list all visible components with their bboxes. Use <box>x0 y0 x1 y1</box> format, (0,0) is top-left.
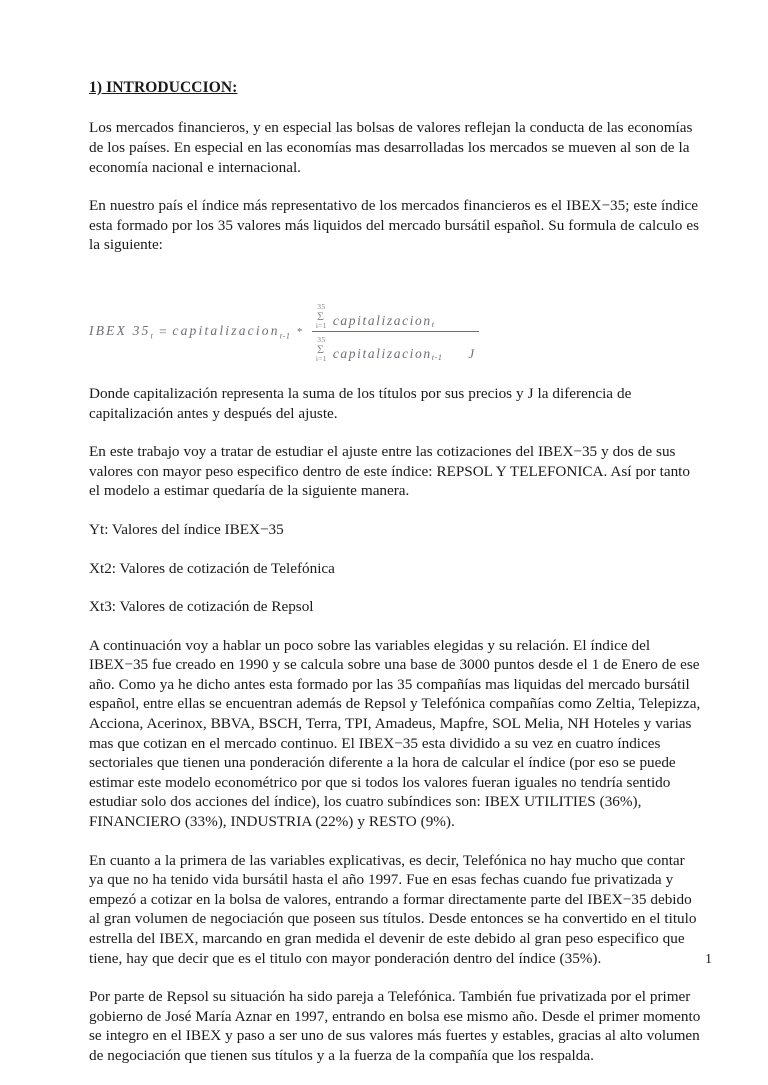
paragraph-intro-markets: Los mercados financieros, y en especial las bolsas de valores reflejan la conducta de las economías de los países. En especial en las economías mas desarrolladas los mercados se mueven al son de la economía nacional e internacional. <box>89 119 693 176</box>
formula-numerator <box>312 302 479 331</box>
variable-definition-xt2: Xt2: Valores de cotización de Telefónica <box>89 559 335 577</box>
page-number: 1 <box>705 952 712 967</box>
formula-denominator-name: capitalizacion <box>332 345 432 361</box>
formula-denominator-sum-lower: i=1 <box>315 354 327 364</box>
sigma-icon: Σ <box>317 342 326 357</box>
ibex-formula-image <box>89 274 702 364</box>
formula-lhs-subscript: t <box>150 330 154 341</box>
formula-fraction <box>312 302 479 362</box>
formula-numerator-name: capitalizacion <box>332 312 432 328</box>
paragraph-variables-description: A continuación voy a hablar un poco sobre las variables elegidas y su relación. El índice del IBEX−35 fue creado en 1990 y se calcula sobre una base de 3000 puntos desde el 1 de Enero de ese año. Como ya he dicho antes esta formado por las 35 compañías mas liquidas del mercado bursátil español, entre ellas se encuentran además de Repsol y Telefónica compañías como Zeltia, Telepizza, Acciona, Acerinox, BBVA, BSCH, Terra, TPI, Amadeus, Mapfre, SOL Melia, NH Hoteles y varias mas que cotizan en el mercado continuo. El IBEX−35 esta dividido a su vez en cuatro índices sectoriales que tienen una ponderación diferente a la hora de calcular el índice (por eso se puede estimar este modelo econométrico por que si todos los valores fueran iguales no tendría sentido estudiar solo dos acciones del índice), los cuatro subíndices son: IBEX UTILITIES (36%), FINANCIERO (33%), INDUSTRIA (22%) y RESTO (9%). <box>89 636 701 831</box>
formula-numerator-summation <box>316 303 327 330</box>
formula-denominator-sum-upper: 35 <box>317 334 326 344</box>
paragraph-repsol: Por parte de Repsol su situación ha sido pareja a Telefónica. También fue privatizada por el primer gobierno de José María Aznar en 1997, entrando en bolsa ese mismo año. Desde el primer momento se integro en el IBEX y paso a ser uno de sus valores más fuertes y estables, gracias al alto volumen de negociación que tienen sus títulos y a la fuerza de la compañía que los respalda. <box>89 988 701 1064</box>
formula-expression <box>89 302 479 362</box>
formula-numerator-subscript: t <box>431 318 435 329</box>
page-title: 1) INTRODUCCION: <box>89 79 238 96</box>
document-body <box>89 78 702 1085</box>
paragraph-ibex-definition: En nuestro país el índice más representativo de los mercados financieros es el IBEX−35; este índice esta formado por los 35 valores más liquidos del mercado bursátil español. Su formula de calculo es la siguiente: <box>89 197 699 254</box>
paragraph-study-scope: En este trabajo voy a tratar de estudiar el ajuste entre las cotizaciones del IBEX−35 y dos de sus valores con mayor peso especifico dentro de este índice: REPSOL Y TELEFONICA. Así por tanto el modelo a estimar quedaría de la siguiente manera. <box>89 443 690 500</box>
formula-factor-subscript: t-1 <box>279 330 291 341</box>
formula-numerator-sum-upper: 35 <box>317 301 326 311</box>
formula-denominator <box>312 332 479 362</box>
variable-definition-yt: Yt: Valores del índice IBEX−35 <box>89 520 284 538</box>
formula-denominator-subscript: t-1 <box>431 351 443 362</box>
formula-lhs-name: IBEX 35 <box>89 323 151 339</box>
paragraph-capitalization-note: Donde capitalización representa la suma de los títulos por sus precios y J la diferencia de capitalización antes y después del ajuste. <box>89 384 632 422</box>
sigma-icon: Σ <box>317 309 326 324</box>
formula-left-hand-side <box>89 323 153 341</box>
formula-numerator-sum-lower: i=1 <box>315 321 327 331</box>
formula-j-term: J <box>468 345 475 361</box>
formula-equals-sign: = <box>158 323 168 339</box>
formula-denominator-summation <box>316 336 327 363</box>
formula-factor-term <box>172 323 290 341</box>
paragraph-telefonica: En cuanto a la primera de las variables explicativas, es decir, Telefónica no hay mucho que contar ya que no ha tenido vida bursátil hasta el año 1997. Fue en esas fechas cuando fue privatizada y empezó a cotizar en la bolsa de valores, entrando a formar directamente parte del IBEX−35 debido al gran volumen de negociación que poseen sus títulos. Desde entonces se ha convertido en el titulo estrella del IBEX, marcando en gran medida el devenir de este debido al gran peso especifico que tiene, hay que decir que es el titulo con mayor ponderación dentro del índice (35%). <box>89 851 697 967</box>
formula-multiply-sign: * <box>296 325 302 338</box>
formula-factor-name: capitalizacion <box>172 323 280 339</box>
variable-definition-xt3: Xt3: Valores de cotización de Repsol <box>89 598 314 616</box>
